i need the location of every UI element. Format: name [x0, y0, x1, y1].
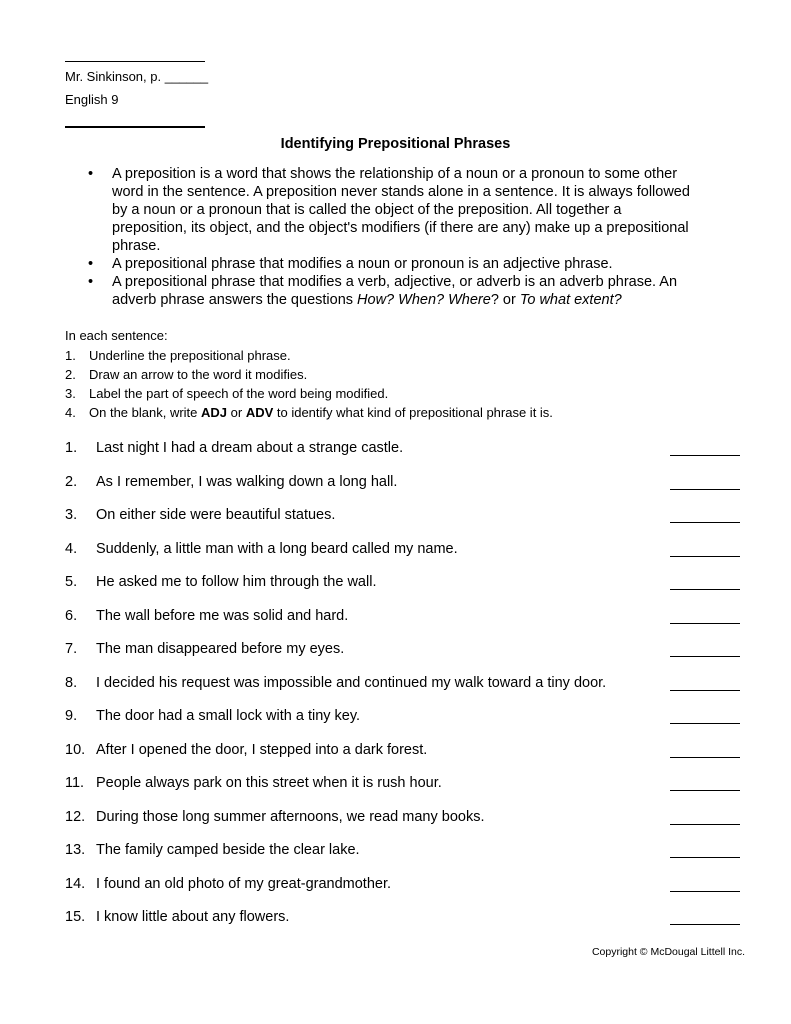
bullet-icon: • — [88, 256, 94, 272]
step-number: 3. — [65, 386, 76, 401]
question-number: 5. — [65, 574, 78, 590]
worksheet-title: Identifying Prepositional Phrases — [280, 136, 511, 152]
question-text: People always park on this street when it is rush hour. — [96, 775, 442, 791]
question-item — [65, 639, 741, 673]
question-text: The family camped beside the clear lake. — [96, 842, 360, 858]
question-number: 15. — [65, 909, 86, 925]
bullet-text: A prepositional phrase that modifies a verb, adjective, or adverb is an adverb phrase. An adverb phrase answers the questions — [112, 274, 678, 308]
question-number: 3. — [65, 507, 78, 523]
answer-blank[interactable] — [670, 857, 740, 858]
step-text: Label the part of speech of the word being modified. — [89, 386, 389, 401]
answer-blank[interactable] — [670, 891, 740, 892]
question-text: I decided his request was impossible and continued my walk toward a tiny door. — [96, 674, 607, 691]
question-text: Last night I had a dream about a strange castle. — [96, 440, 404, 456]
question-number: 7. — [65, 641, 78, 657]
answer-blank[interactable] — [670, 924, 740, 925]
question-item — [65, 807, 741, 841]
question-item — [65, 907, 741, 941]
step-text: Underline the prepositional phrase. — [89, 348, 291, 363]
answer-blank[interactable] — [670, 757, 740, 758]
question-item — [65, 874, 741, 908]
step-text: or — [227, 405, 246, 420]
question-number: 11. — [65, 775, 85, 791]
answer-blank[interactable] — [670, 723, 740, 724]
question-item — [65, 673, 741, 707]
question-number: 12. — [65, 808, 86, 825]
question-text: The door had a small lock with a tiny key. — [96, 708, 361, 724]
question-text: I know little about any flowers. — [96, 909, 290, 925]
question-text: After I opened the door, I stepped into a dark forest. — [96, 741, 428, 758]
answer-blank[interactable] — [670, 690, 740, 691]
question-number: 1. — [65, 440, 78, 456]
question-item — [65, 773, 741, 807]
bullet-italic-questions: How? When? Where — [357, 292, 491, 308]
answer-blank[interactable] — [670, 623, 740, 624]
adj-label: ADJ — [201, 405, 228, 420]
bullet-item — [88, 255, 698, 273]
answer-blank[interactable] — [670, 790, 740, 791]
question-item — [65, 505, 741, 539]
instruction-step — [65, 384, 685, 403]
bullet-text: A preposition is a word that shows the relationship of a noun or a pronoun to some other word in the sentence. A preposition never stands alone in a sentence. It is always followed by a noun or a pronoun that is called the object of the preposition. All together a preposition, its object, and the object's modifiers (if there are any) make up a prepositional phrase. — [112, 166, 690, 254]
instructions-intro: In each sentence: — [65, 328, 168, 343]
question-item — [65, 606, 741, 640]
question-text: Suddenly, a little man with a long beard called my name. — [96, 540, 458, 557]
bullet-icon: • — [88, 166, 94, 182]
question-item — [65, 572, 741, 606]
answer-blank[interactable] — [670, 656, 740, 657]
definition-bullets — [88, 165, 698, 309]
question-text: The man disappeared before my eyes. — [96, 641, 345, 657]
answer-blank[interactable] — [670, 589, 740, 590]
answer-blank[interactable] — [670, 824, 740, 825]
bullet-icon: • — [88, 274, 94, 290]
question-text: He asked me to follow him through the wall. — [96, 574, 377, 590]
adv-label: ADV — [245, 405, 274, 420]
question-text: As I remember, I was walking down a long hall. — [96, 473, 398, 490]
bullet-italic-extent: To what extent? — [519, 292, 622, 308]
question-number: 6. — [65, 607, 78, 624]
question-number: 8. — [65, 674, 78, 691]
question-item — [65, 438, 741, 472]
question-item — [65, 740, 741, 774]
question-item — [65, 472, 741, 506]
bullet-text: ? or — [490, 292, 520, 308]
answer-blank[interactable] — [670, 522, 740, 523]
instruction-steps — [65, 346, 685, 422]
question-number: 13. — [65, 842, 86, 858]
step-number: 2. — [65, 367, 76, 382]
step-number: 4. — [65, 405, 76, 420]
name-blank-line — [65, 61, 205, 62]
answer-blank[interactable] — [670, 455, 740, 456]
question-number: 2. — [65, 473, 78, 490]
bullet-text: A prepositional phrase that modifies a noun or pronoun is an adjective phrase. — [112, 256, 613, 272]
step-text: to identify what kind of prepositional phrase it is. — [273, 405, 553, 420]
step-text: Draw an arrow to the word it modifies. — [89, 367, 308, 382]
question-text: On either side were beautiful statues. — [96, 507, 336, 523]
class-line: English 9 — [65, 92, 119, 107]
copyright-notice: Copyright © McDougal Littell Inc. — [591, 946, 745, 958]
question-list — [65, 438, 741, 941]
instruction-step — [65, 365, 685, 384]
question-number: 9. — [65, 708, 78, 724]
question-text: I found an old photo of my great-grandmother. — [96, 875, 392, 892]
instruction-step — [65, 403, 685, 422]
bullet-item — [88, 273, 698, 309]
instruction-step — [65, 346, 685, 365]
question-number: 10. — [65, 741, 86, 758]
question-number: 4. — [65, 540, 78, 557]
answer-blank[interactable] — [670, 556, 740, 557]
question-item — [65, 840, 741, 874]
question-item — [65, 539, 741, 573]
question-text: The wall before me was solid and hard. — [96, 607, 349, 624]
step-number: 1. — [65, 348, 76, 363]
bullet-item — [88, 165, 698, 255]
question-item — [65, 706, 741, 740]
date-blank-line — [65, 126, 205, 128]
question-text: During those long summer afternoons, we read many books. — [96, 808, 485, 825]
step-text: On the blank, write — [89, 405, 201, 420]
question-number: 14. — [65, 875, 86, 892]
teacher-period-line: Mr. Sinkinson, p. ______ — [65, 69, 209, 84]
answer-blank[interactable] — [670, 489, 740, 490]
